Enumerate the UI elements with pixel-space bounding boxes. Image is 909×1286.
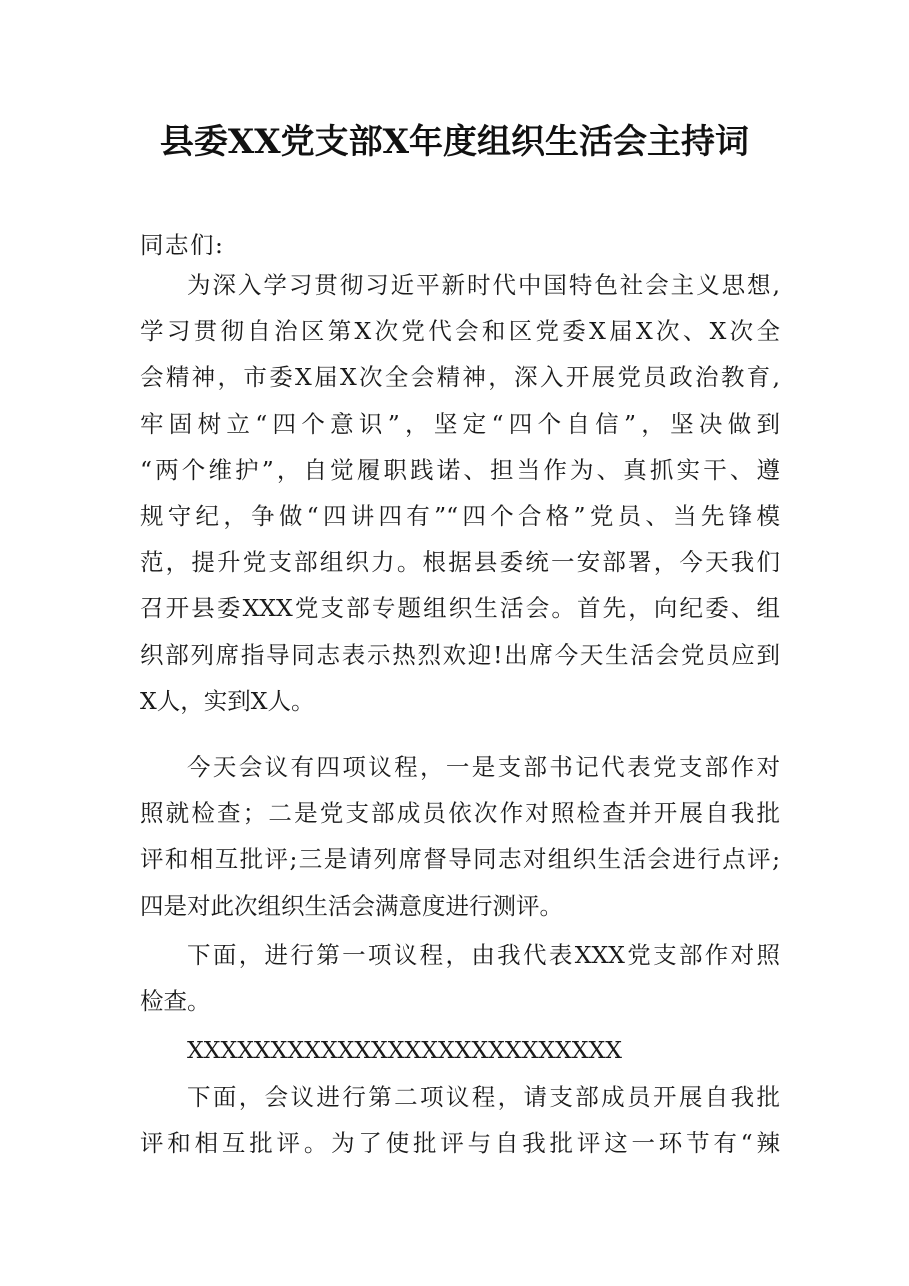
paragraph-line: 照就检查；二是党支部成员依次作对照检查并开展自我批 (140, 799, 780, 828)
paragraph-line: 评和相互批评。为了使批评与自我批评这一环节有“辣 (140, 1129, 780, 1158)
paragraph-line: 四是对此次组织生活会满意度进行测评。 (140, 891, 563, 920)
paragraph-line: 范，提升党支部组织力。根据县委统一安部署，今天我们 (140, 548, 780, 577)
paragraph-line: 评和相互批评;三是请列席督导同志对组织生活会进行点评; (140, 845, 780, 874)
paragraph-5 (140, 1074, 780, 1166)
paragraph-line: 下面，会议进行第二项议程，请支部成员开展自我批 (187, 1083, 780, 1111)
paragraph-line: 召开县委XXX党支部专题组织生活会。首先，向纪委、组 (140, 594, 780, 623)
paragraph-1 (140, 262, 780, 724)
paragraph-2 (140, 744, 780, 929)
paragraph-line: 会精神，市委X届X次全会精神，深入开展党员政治教育, (140, 363, 780, 392)
paragraph-3 (140, 932, 780, 1024)
paragraph-line: 今天会议有四项议程，一是支部书记代表党支部作对 (187, 753, 780, 781)
paragraph-line: 为深入学习贯彻习近平新时代中国特色社会主义思想, (187, 271, 780, 299)
paragraph-line: X人，实到X人。 (140, 686, 315, 715)
paragraph-line: 检查。 (140, 987, 211, 1016)
paragraph-line: 牢固树立“四个意识”，坚定“四个自信”，坚决做到 (140, 409, 780, 438)
document-title: 县委XX党支部X年度组织生活会主持词 (159, 122, 750, 162)
paragraph-line: 规守纪，争做“四讲四有”“四个合格”党员、当先锋模 (140, 501, 780, 530)
paragraph-line: XXXXXXXXXXXXXXXXXXXXXXXXXX (187, 1036, 622, 1064)
paragraph-line: 学习贯彻自治区第X次党代会和区党委X届X次、X次全 (140, 317, 780, 346)
paragraph-4 (140, 1027, 780, 1073)
paragraph-line: 下面，进行第一项议程，由我代表XXX党支部作对照 (187, 941, 780, 969)
paragraph-line: “两个维护”，自觉履职践诺、担当作为、真抓实干、遵 (140, 455, 780, 484)
paragraph-line: 织部列席指导同志表示热烈欢迎!出席今天生活会党员应到 (140, 640, 780, 669)
greeting: 同志们: (140, 231, 225, 259)
